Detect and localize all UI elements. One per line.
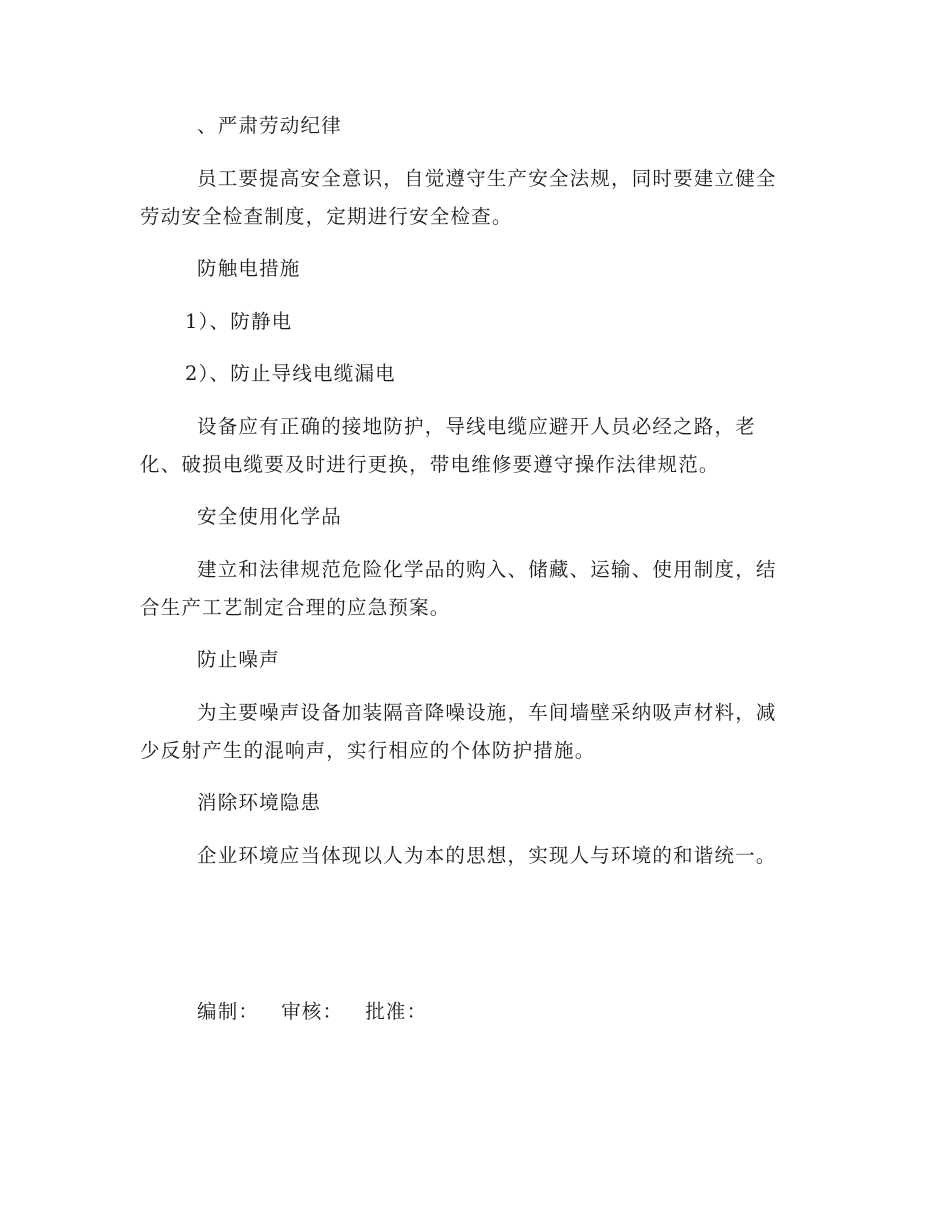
reviewed-by-label: 审核： — [281, 1000, 344, 1023]
paragraph-environment-line-1: 企业环境应当体现以人为本的思想，实现人与环境的和谐统一。 — [197, 844, 777, 867]
section-heading-electric-shock: 防触电措施 — [197, 257, 301, 280]
section-heading-chemicals: 安全使用化学品 — [197, 505, 342, 528]
paragraph-chemicals-line-1: 建立和法律规范危险化学品的购入、储藏、运输、使用制度，结 — [197, 558, 777, 581]
approved-by-label: 批准： — [365, 1000, 428, 1023]
paragraph-labor-discipline-line-2: 劳动安全检查制度，定期进行安全检查。 — [140, 205, 513, 228]
section-heading-noise: 防止噪声 — [197, 648, 280, 671]
paragraph-chemicals-line-2: 合生产工艺制定合理的应急预案。 — [140, 596, 451, 619]
paragraph-noise-line-1: 为主要噪声设备加装隔音降噪设施，车间墙壁采纳吸声材料，减 — [197, 701, 777, 724]
paragraph-noise-line-2: 少反射产生的混响声，实行相应的个体防护措施。 — [140, 739, 596, 762]
prepared-by-label: 编制： — [197, 1000, 260, 1023]
paragraph-labor-discipline-line-1: 员工要提高安全意识，自觉遵守生产安全法规，同时要建立健全 — [197, 167, 777, 190]
list-item-cable-leakage: 2）、防止导线电缆漏电 — [185, 362, 396, 385]
section-heading-labor-discipline: 、严肃劳动纪律 — [197, 114, 342, 137]
signature-line — [197, 1000, 817, 1024]
list-item-static: 1）、防静电 — [185, 310, 293, 333]
section-heading-environment: 消除环境隐患 — [197, 791, 322, 814]
paragraph-electric-line-1: 设备应有正确的接地防护，导线电缆应避开人员必经之路，老 — [197, 415, 756, 438]
paragraph-electric-line-2: 化、破损电缆要及时进行更换，带电维修要遵守操作法律规范。 — [140, 453, 720, 476]
